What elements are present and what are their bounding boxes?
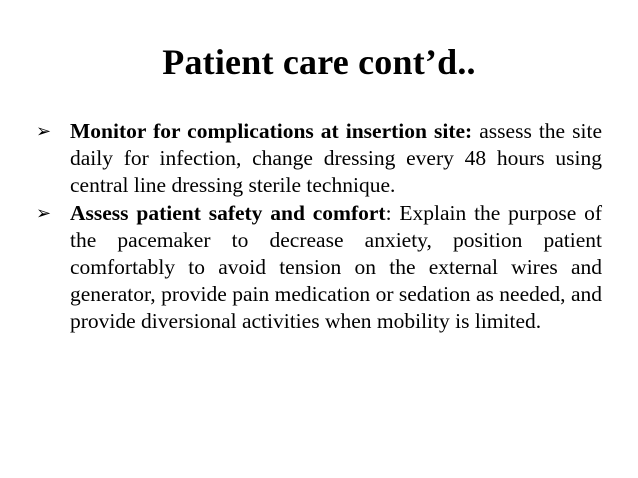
bullet-body-text: assess the site daily for infection, change dressing every 48 hours using central line dressing sterile technique.	[70, 119, 602, 198]
bullet-body-text: : Explain the purpose of the pacemaker to decrease anxiety, position patient comfortably to avoid tension on the external wires and generator, provide pain medication or sedation as needed, and provide diversional activities when mobility is limited.	[70, 200, 602, 334]
bullet-item-safety-comfort	[36, 200, 602, 336]
bullet-list	[36, 118, 602, 336]
arrow-bullet-icon: ➢	[36, 121, 52, 142]
bullet-item-complications	[36, 118, 602, 200]
bullet-lead-text: Monitor for complications at insertion site:	[70, 119, 473, 143]
arrow-bullet-icon: ➢	[36, 202, 52, 224]
slide-title: Patient care cont’d..	[162, 42, 476, 82]
bullet-lead-text: Assess patient safety and comfort	[70, 200, 386, 225]
